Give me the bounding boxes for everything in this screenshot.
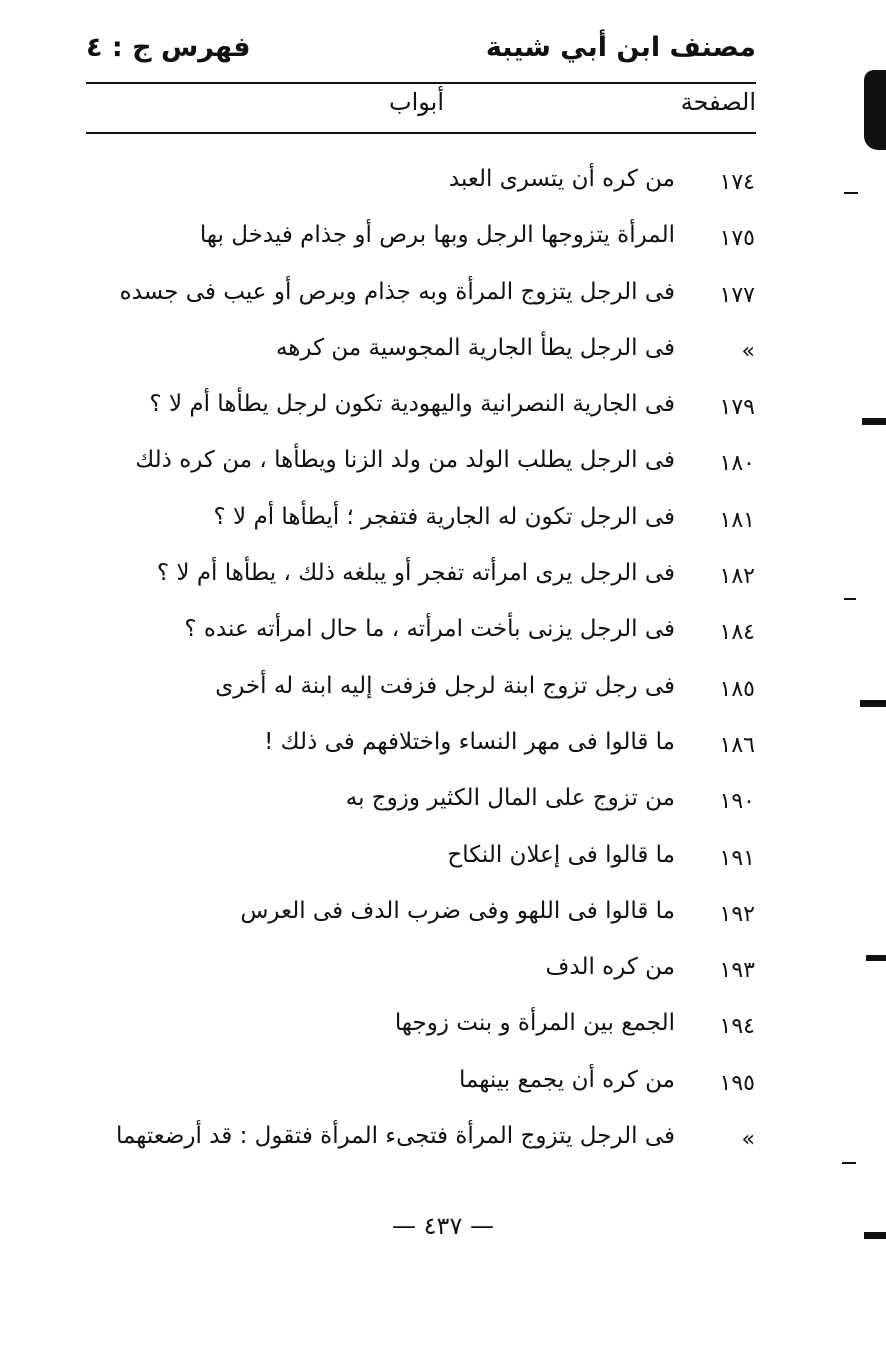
index-entry [100,383,755,439]
entry-title: فى الرجل يطلب الولد من ولد الزنا ويطأها ، من كره ذلك [135,447,675,474]
entry-page-number: ١٩٠ [719,789,755,815]
index-entry [100,271,755,327]
page-column-header: الصفحة [680,88,756,116]
margin-mark [862,418,886,425]
chapters-column-header: أبواب [388,88,444,116]
entry-title: من كره أن يتسرى العبد [448,166,675,192]
entry-title: فى الرجل يطأ الجارية المجوسية من كرهه [275,334,675,361]
entry-page-number: ١٨٤ [719,620,755,646]
entry-page-number: ١٧٧ [719,282,755,308]
column-header-rule [86,132,756,134]
entry-title: من كره الدف [545,954,675,981]
entry-page-number: » [741,1127,755,1153]
entry-page-number: ١٨١ [719,507,755,533]
entry-title: من كره أن يجمع بينهما [458,1066,675,1093]
index-entry [100,890,755,946]
margin-mark [844,192,858,194]
entry-page-number: ١٧٩ [719,395,755,421]
index-entry [100,608,755,664]
entry-title: من تزوج على المال الكثير وزوج به [345,785,675,812]
entry-title: ما قالوا فى مهر النساء واختلافهم فى ذلك ! [264,728,675,755]
entry-title: فى الرجل يتزوج المرأة وبه جذام وبرص أو عيب فى جسده [119,278,675,305]
entry-page-number: ١٩١ [719,845,755,871]
entry-title: فى رجل تزوج ابنة لرجل فزفت إليه ابنة له أخرى [215,672,675,699]
entry-title: المرأة يتزوجها الرجل وبها برص أو جذام فيدخل بها [199,222,675,249]
index-entry [100,1002,755,1058]
index-entry [100,158,755,214]
margin-mark [844,598,856,600]
entry-title: الجمع بين المرأة و بنت زوجها [394,1010,675,1037]
entry-page-number: » [741,338,755,364]
index-entry [100,1115,755,1171]
margin-mark [842,1162,856,1164]
book-title: مصنف ابن أبي شيبة [485,32,756,63]
entry-title: فى الرجل يرى امرأته تفجر أو يبلغه ذلك ، يطأها أم لا ؟ [156,560,675,587]
entry-page-number: ١٩٣ [719,958,755,984]
index-entry [100,834,755,890]
running-header [86,26,756,76]
index-entry [100,496,755,552]
entry-title: فى الرجل يتزوج المرأة فتجىء المرأة فتقول : قد أرضعتهما [115,1123,675,1150]
index-entry [100,214,755,270]
page-number-footer: — ٤٣٧ — [392,1212,494,1240]
entry-page-number: ١٩٢ [719,901,755,927]
column-headers [86,88,756,128]
index-entry [100,552,755,608]
index-entry [100,439,755,495]
index-label: فهرس ج : ٤ [86,32,251,63]
index-entry [100,946,755,1002]
margin-mark [866,955,886,961]
entry-title: فى الرجل تكون له الجارية فتفجر ؛ أيطأها أم لا ؟ [213,503,675,530]
entry-title: ما قالوا فى اللهو وفى ضرب الدف فى العرس [240,897,675,924]
entry-title: فى الجارية النصرانية واليهودية تكون لرجل يطأها أم لا ؟ [149,391,675,418]
entry-title: فى الرجل يزنى بأخت امرأته ، ما حال امرأته عنده ؟ [184,616,675,643]
index-entry [100,665,755,721]
entry-page-number: ١٨٢ [719,564,755,590]
entry-page-number: ١٨٠ [719,451,755,477]
index-entries [100,158,755,1171]
index-entry [100,1059,755,1115]
index-entry [100,777,755,833]
entry-page-number: ١٩٤ [719,1014,755,1040]
entry-page-number: ١٨٦ [719,732,755,758]
entry-page-number: ١٧٥ [719,226,755,252]
page-edge-shadow [864,70,886,150]
entry-page-number: ١٧٤ [719,170,755,195]
entry-title: ما قالوا فى إعلان النكاح [447,841,675,868]
index-entry [100,721,755,777]
margin-mark [860,700,886,707]
index-entry [100,327,755,383]
entry-page-number: ١٨٥ [719,676,755,702]
entry-page-number: ١٩٥ [719,1070,755,1096]
header-rule [86,82,756,84]
